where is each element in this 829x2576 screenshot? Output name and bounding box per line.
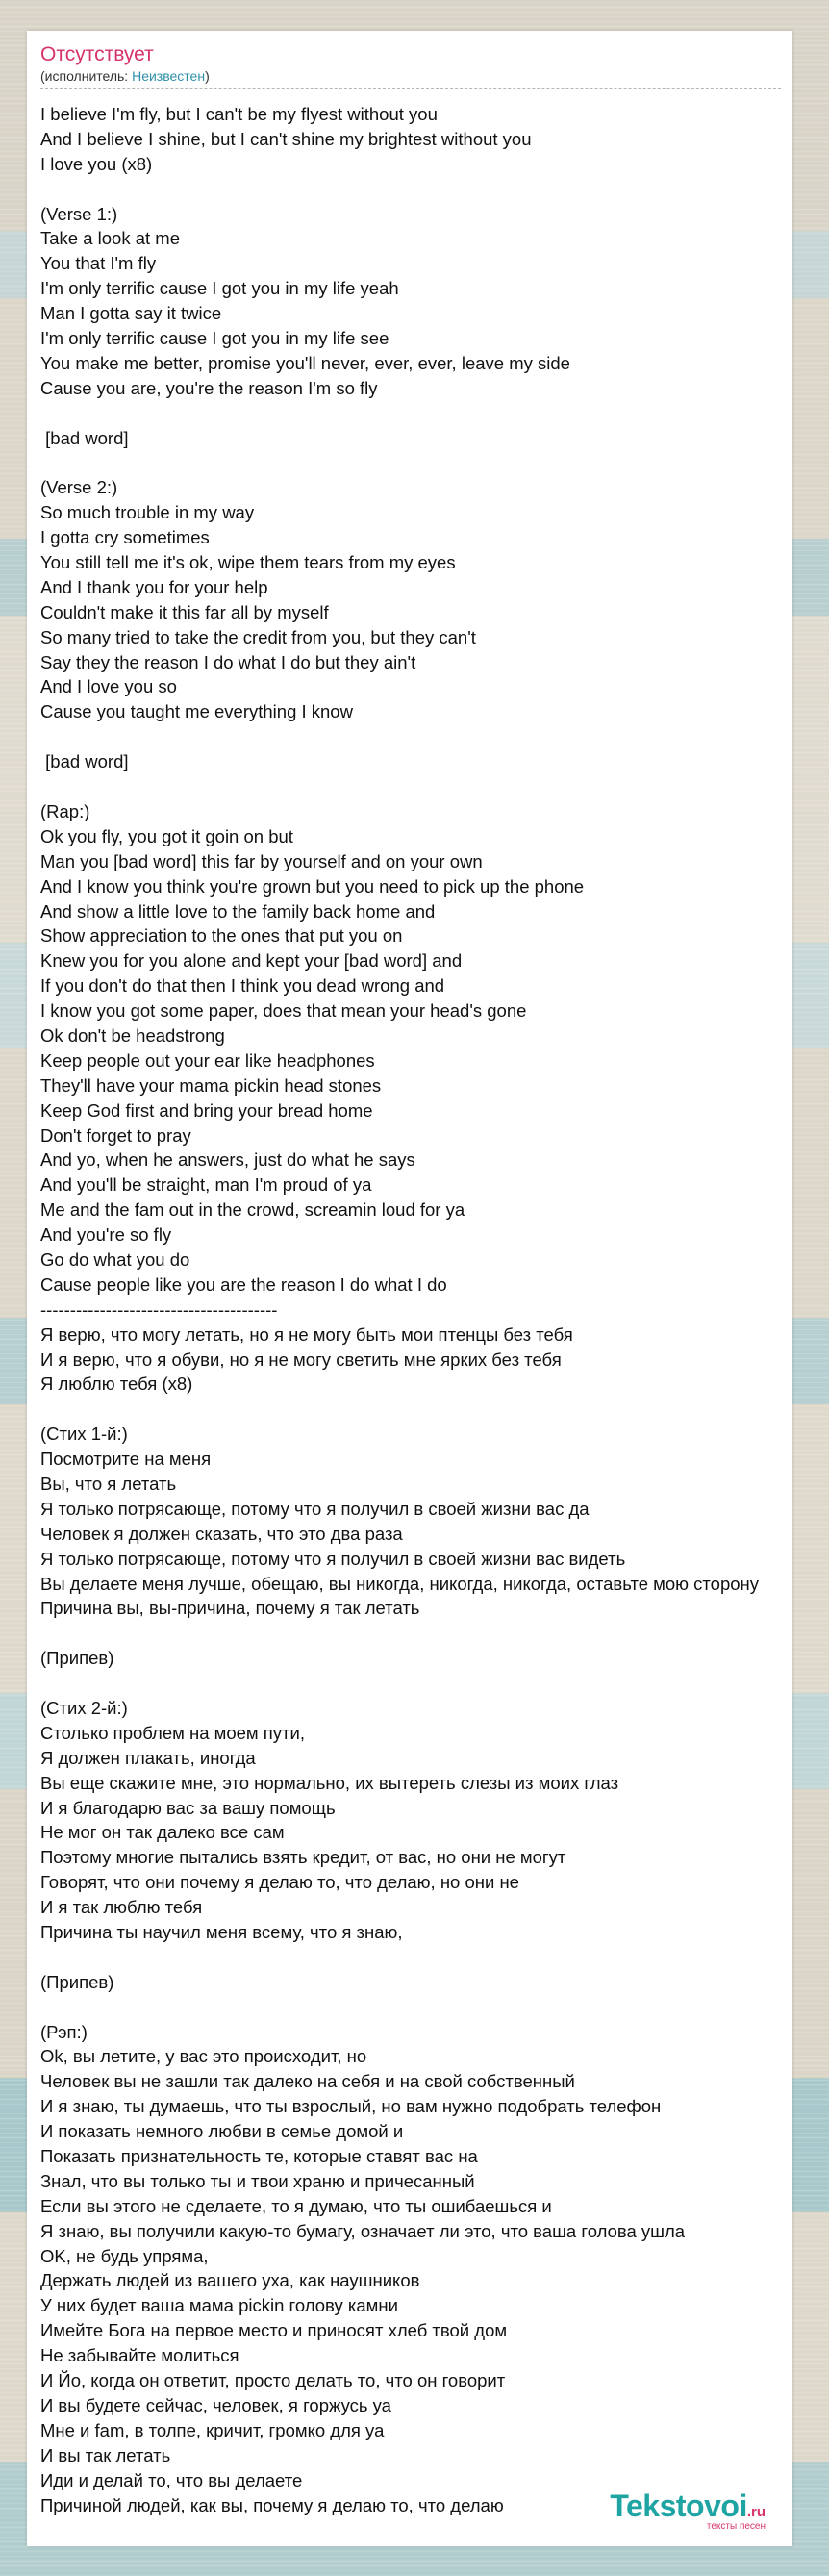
blank-line xyxy=(40,1397,829,1422)
lyric-line: Я верю, что могу летать, но я не могу быть мои птенцы без тебя xyxy=(40,1324,573,1345)
lyric-line: (Rap:) xyxy=(40,800,90,821)
lyric-line: I believe I'm fly, but I can't be my flyest without you xyxy=(40,104,438,124)
lyric-line: Ok you fly, you got it goin on but xyxy=(40,825,293,846)
lyric-line: Столько проблем на моем пути, xyxy=(40,1722,305,1743)
lyric-line: (Стих 1-й:) xyxy=(40,1424,128,1445)
lyric-line: Держать людей из вашего уха, как наушников xyxy=(40,2270,420,2291)
lyric-line: I'm only terrific cause I got you in my life see xyxy=(40,328,389,349)
lyric-line: Вы делаете меня лучше, обещаю, вы никогда, никогда, никогда, оставьте мою сторону xyxy=(40,1573,760,1594)
song-title: Отсутствует xyxy=(40,43,154,65)
lyric-line: Имейте Бога на первое место и приносят хлеб твой дом xyxy=(40,2320,508,2341)
artist-link[interactable]: Неизвестен xyxy=(132,68,206,84)
blank-line xyxy=(40,1995,829,2020)
lyric-line: И вы так летать xyxy=(40,2444,171,2465)
blank-line xyxy=(40,724,829,749)
lyric-line: And you'll be straight, man I'm proud of ya xyxy=(40,1174,372,1196)
lyric-line: And you're so fly xyxy=(40,1225,172,1246)
lyric-line: So many tried to take the credit from you, but they can't xyxy=(40,626,476,647)
lyric-line: (Verse 1:) xyxy=(40,203,118,224)
lyric-line: Go do what you do xyxy=(40,1249,190,1270)
lyric-line: Take a look at me xyxy=(40,228,180,249)
lyric-line: Поэтому многие пытались взять кредит, от вас, но они не могут xyxy=(40,1847,566,1868)
artist-prefix: (исполнитель: xyxy=(40,68,133,84)
lyric-line: И я верю, что я обуви, но я не могу светить мне ярких без тебя xyxy=(40,1349,562,1370)
site-logo[interactable] xyxy=(610,2490,766,2533)
blank-line xyxy=(40,1945,829,1970)
blank-line xyxy=(40,177,829,202)
lyric-line: (Verse 2:) xyxy=(40,477,118,498)
lyric-line: Иди и делай то, что вы делаете xyxy=(40,2469,303,2490)
lyric-line: Cause people like you are the reason I do what I do xyxy=(40,1274,447,1295)
lyric-line: Ok don't be headstrong xyxy=(40,1024,225,1046)
lyric-line: I know you got some paper, does that mean your head's gone xyxy=(40,1000,527,1022)
lyric-line: Cause you are, you're the reason I'm so fly xyxy=(40,377,378,398)
lyric-line: Не мог он так далеко все сам xyxy=(40,1822,285,1843)
lyric-line: Причина ты научил меня всему, что я знаю, xyxy=(40,1922,403,1943)
blank-line xyxy=(40,1671,829,1696)
lyric-line: And I believe I shine, but I can't shine my brightest without you xyxy=(40,128,532,149)
artist-suffix: ) xyxy=(205,68,210,84)
lyric-line: Мне и fam, в толпе, кричит, громко для уа xyxy=(40,2419,385,2440)
lyric-line: Причиной людей, как вы, почему я делаю то, что делаю xyxy=(40,2494,504,2515)
lyric-line: If you don't do that then I think you dead wrong and xyxy=(40,975,445,997)
lyric-line: Knew you for you alone and kept your [bad word] and xyxy=(40,950,463,972)
lyric-line: Me and the fam out in the crowd, screamin loud for ya xyxy=(40,1200,465,1221)
lyric-line: And I thank you for your help xyxy=(40,576,268,597)
blank-line xyxy=(40,450,829,475)
lyric-line: And show a little love to the family back home and xyxy=(40,900,436,922)
lyric-line: Показать признательность те, которые ставят вас на xyxy=(40,2146,478,2167)
lyric-line: Я только потрясающе, потому что я получил в своей жизни вас да xyxy=(40,1498,590,1519)
lyric-line: Я должен плакать, иногда xyxy=(40,1747,256,1768)
lyric-line: (Стих 2-й:) xyxy=(40,1698,128,1718)
lyric-line: Знал, что вы только ты и твои храню и причесанный xyxy=(40,2170,475,2191)
lyric-line: Человек вы не зашли так далеко на себя и на свой собственный xyxy=(40,2071,575,2092)
lyric-line: Говорят, что они почему я делаю то, что делаю, но они не xyxy=(40,1872,519,1893)
lyric-line: I'm only terrific cause I got you in my life yeah xyxy=(40,278,399,299)
lyric-line: ---------------------------------------- xyxy=(40,1299,278,1320)
lyric-line: Say they the reason I do what I do but they ain't xyxy=(40,651,416,672)
lyric-line: [bad word] xyxy=(40,751,129,772)
lyric-line: Вы, что я летать xyxy=(40,1473,177,1494)
lyric-line: Don't forget to pray xyxy=(40,1124,191,1146)
lyric-line: OK, не будь упряма, xyxy=(40,2245,209,2266)
logo-domain: .ru xyxy=(746,2504,766,2520)
header-divider xyxy=(40,88,781,89)
lyric-line: So much trouble in my way xyxy=(40,502,255,523)
lyric-line: I love you (x8) xyxy=(40,153,153,174)
blank-line xyxy=(40,401,829,426)
lyric-line: You that I'm fly xyxy=(40,253,157,274)
lyric-line: Человек я должен сказать, что это два раза xyxy=(40,1523,403,1544)
lyric-line: Я знаю, вы получили какую-то бумагу, означает ли это, что ваша голова ушла xyxy=(40,2220,686,2241)
lyric-line: Show appreciation to the ones that put you on xyxy=(40,925,403,947)
lyric-line: You make me better, promise you'll never, ever, ever, leave my side xyxy=(40,352,570,373)
logo-tagline: тексты песен xyxy=(706,2521,766,2532)
lyric-line: Вы еще скажите мне, это нормально, их вытереть слезы из моих глаз xyxy=(40,1772,619,1793)
lyric-line: Keep people out your ear like headphones xyxy=(40,1049,375,1071)
lyric-line: They'll have your mama pickin head stones xyxy=(40,1074,382,1096)
artist-line xyxy=(40,67,210,85)
lyric-line: И я так люблю тебя xyxy=(40,1897,203,1918)
blank-line xyxy=(40,1621,829,1646)
lyric-line: Если вы этого не сделаете, то я думаю, что ты ошибаешься и xyxy=(40,2195,552,2216)
lyric-line: И я благодарю вас за вашу помощь xyxy=(40,1797,336,1818)
lyric-line: Couldn't make it this far all by myself xyxy=(40,601,329,622)
lyric-line: Посмотрите на меня xyxy=(40,1449,212,1470)
lyric-line: Man I gotta say it twice xyxy=(40,303,222,324)
lyrics-text xyxy=(40,102,829,2517)
lyric-line: And yo, when he answers, just do what he says xyxy=(40,1149,415,1171)
lyric-line: Я люблю тебя (x8) xyxy=(40,1374,193,1395)
lyric-line: И показать немного любви в семье домой и xyxy=(40,2121,404,2142)
lyric-line: Man you [bad word] this far by yourself and on your own xyxy=(40,850,483,871)
lyric-line: (Припев) xyxy=(40,1648,114,1669)
lyric-line: И вы будете сейчас, человек, я горжусь уа xyxy=(40,2394,391,2415)
lyric-line: I gotta cry sometimes xyxy=(40,527,210,548)
lyric-line: (Припев) xyxy=(40,1971,114,1992)
lyric-line: У них будет ваша мама pickin голову камни xyxy=(40,2295,398,2316)
blank-line xyxy=(40,774,829,799)
lyric-line: [bad word] xyxy=(40,427,129,448)
lyric-line: Ok, вы летите, у вас это происходит, но xyxy=(40,2046,367,2067)
logo-wordmark: Tekstovoi xyxy=(610,2488,747,2523)
lyric-line: Keep God first and bring your bread home xyxy=(40,1099,373,1121)
lyric-line: You still tell me it's ok, wipe them tears from my eyes xyxy=(40,552,456,573)
lyric-line: Не забывайте молиться xyxy=(40,2345,239,2366)
lyric-line: And I know you think you're grown but you need to pick up the phone xyxy=(40,875,585,897)
lyric-line: (Рэп:) xyxy=(40,2021,88,2042)
lyrics-card xyxy=(27,31,792,2546)
lyric-line: And I love you so xyxy=(40,676,177,697)
lyric-line: Cause you taught me everything I know xyxy=(40,701,353,722)
lyric-line: Я только потрясающе, потому что я получил в своей жизни вас видеть xyxy=(40,1548,626,1569)
lyric-line: И я знаю, ты думаешь, что ты взрослый, но вам нужно подобрать телефон xyxy=(40,2096,662,2117)
lyric-line: И Йо, когда он ответит, просто делать то, что он говорит xyxy=(40,2370,506,2391)
lyric-line: Причина вы, вы-причина, почему я так летать xyxy=(40,1598,420,1619)
